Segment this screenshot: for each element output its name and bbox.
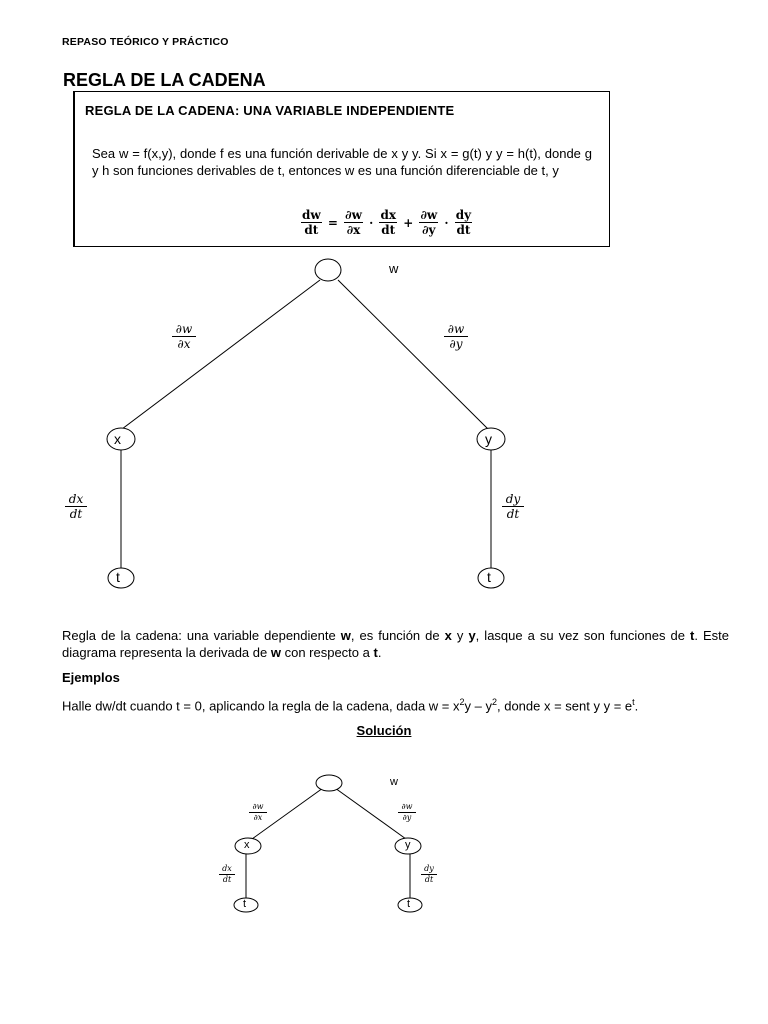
para-bold-5: w: [270, 645, 281, 660]
small-edge-label-dx-dt-den: dt: [222, 875, 232, 884]
para-text-6: con respecto a: [280, 645, 374, 660]
para-text-3: y: [451, 628, 469, 643]
formula-t1-num: ∂w: [345, 208, 362, 222]
problem-sup-1: 2: [459, 697, 465, 707]
small-edge-label-dx-dt-num: dx: [219, 864, 235, 875]
small-edge-label-dx-dt: [219, 864, 235, 885]
edge-label-dx-dt-den: dt: [69, 507, 83, 521]
formula-dot-2: ·: [444, 215, 449, 230]
formula-t3-den: ∂y: [422, 223, 436, 237]
para-bold-4: t: [690, 628, 695, 643]
examples-heading: Ejemplos: [62, 670, 120, 685]
problem-text-d: .: [634, 698, 639, 714]
edge-label-dw-dy-num: ∂w: [444, 322, 468, 337]
edge-label-dx-dt-num: dx: [65, 492, 87, 507]
small-node-w: [316, 775, 342, 791]
formula-t1-den: ∂x: [346, 223, 361, 237]
edge-label-dw-dx-num: ∂w: [172, 322, 196, 337]
para-text-1: Regla de la cadena: una variable dependiente: [62, 628, 341, 643]
problem-text-c: , donde x = sent y y = e: [497, 698, 633, 714]
para-bold-1: w: [340, 628, 351, 643]
formula-t4-den: dt: [456, 223, 471, 237]
small-edge-label-dw-dy-den: ∂y: [402, 813, 412, 822]
formula-t3-num: ∂w: [420, 208, 438, 222]
formula-lhs-den: dt: [304, 223, 319, 237]
para-bold-2: x: [444, 628, 452, 643]
label-t-right: t: [487, 569, 491, 585]
solution-heading: Solución: [356, 723, 412, 738]
edge-label-dy-dt-num: dy: [502, 492, 524, 507]
small-label-t-left: t: [243, 898, 247, 910]
small-label-x: x: [244, 839, 250, 851]
formula-t4-num: dy: [455, 208, 472, 222]
page-title: REGLA DE LA CADENA: [63, 70, 266, 90]
formula-equals: =: [327, 215, 338, 230]
theorem-text: Sea w = f(x,y), donde f es una función derivable de x y y. Si x = g(t) y y = h(t), donde g y h son funciones derivables de t, entonces w es una función diferenciable de t, y: [92, 146, 592, 178]
theorem-title: REGLA DE LA CADENA: UNA VARIABLE INDEPENDIENTE: [85, 103, 455, 118]
formula-lhs-num: dw: [302, 208, 321, 222]
small-edge-w-y: [335, 788, 406, 839]
problem-sup-2: 2: [491, 697, 497, 707]
para-text-5: . Este diagrama representa la derivada de: [62, 628, 730, 660]
small-edge-label-dw-dx-den: ∂x: [253, 813, 263, 822]
para-text-2: , es función de: [350, 628, 445, 643]
label-w: w: [389, 261, 399, 276]
edge-label-dw-dx-den: ∂x: [177, 337, 191, 351]
formula-t2-den: dt: [381, 223, 396, 237]
problem-text-b: y – y: [464, 698, 492, 714]
formula-dot-1: ·: [369, 215, 374, 230]
small-edge-label-dw-dx: [249, 802, 267, 823]
page-header: REPASO TEÓRICO Y PRÁCTICO: [62, 36, 229, 48]
label-t-left: t: [116, 569, 120, 585]
label-y: y: [485, 431, 492, 447]
small-edge-label-dw-dy-num: ∂w: [398, 802, 416, 813]
para-text-7: .: [377, 645, 382, 660]
problem-sup-3: t: [632, 697, 635, 707]
small-edge-label-dy-dt: [421, 864, 437, 885]
para-text-4: , lasque a su vez son funciones de: [475, 628, 691, 643]
small-edge-label-dy-dt-num: dy: [421, 864, 437, 875]
label-x: x: [114, 431, 121, 447]
small-edge-label-dw-dx-num: ∂w: [249, 802, 267, 813]
edge-label-dy-dt-den: dt: [506, 507, 520, 521]
small-edge-label-dw-dy: [398, 802, 416, 823]
para-bold-6: t: [373, 645, 378, 660]
small-label-t-right: t: [407, 898, 411, 910]
small-edge-label-dy-dt-den: dt: [424, 875, 434, 884]
para-bold-3: y: [468, 628, 476, 643]
formula-plus: +: [403, 215, 414, 230]
small-label-y: y: [405, 839, 411, 851]
problem-text-a: Halle dw/dt cuando t = 0, aplicando la regla de la cadena, dada w = x: [62, 698, 460, 714]
edge-label-dw-dy-den: ∂y: [449, 337, 463, 351]
small-label-w: w: [390, 776, 398, 788]
formula-t2-num: dx: [380, 208, 397, 222]
